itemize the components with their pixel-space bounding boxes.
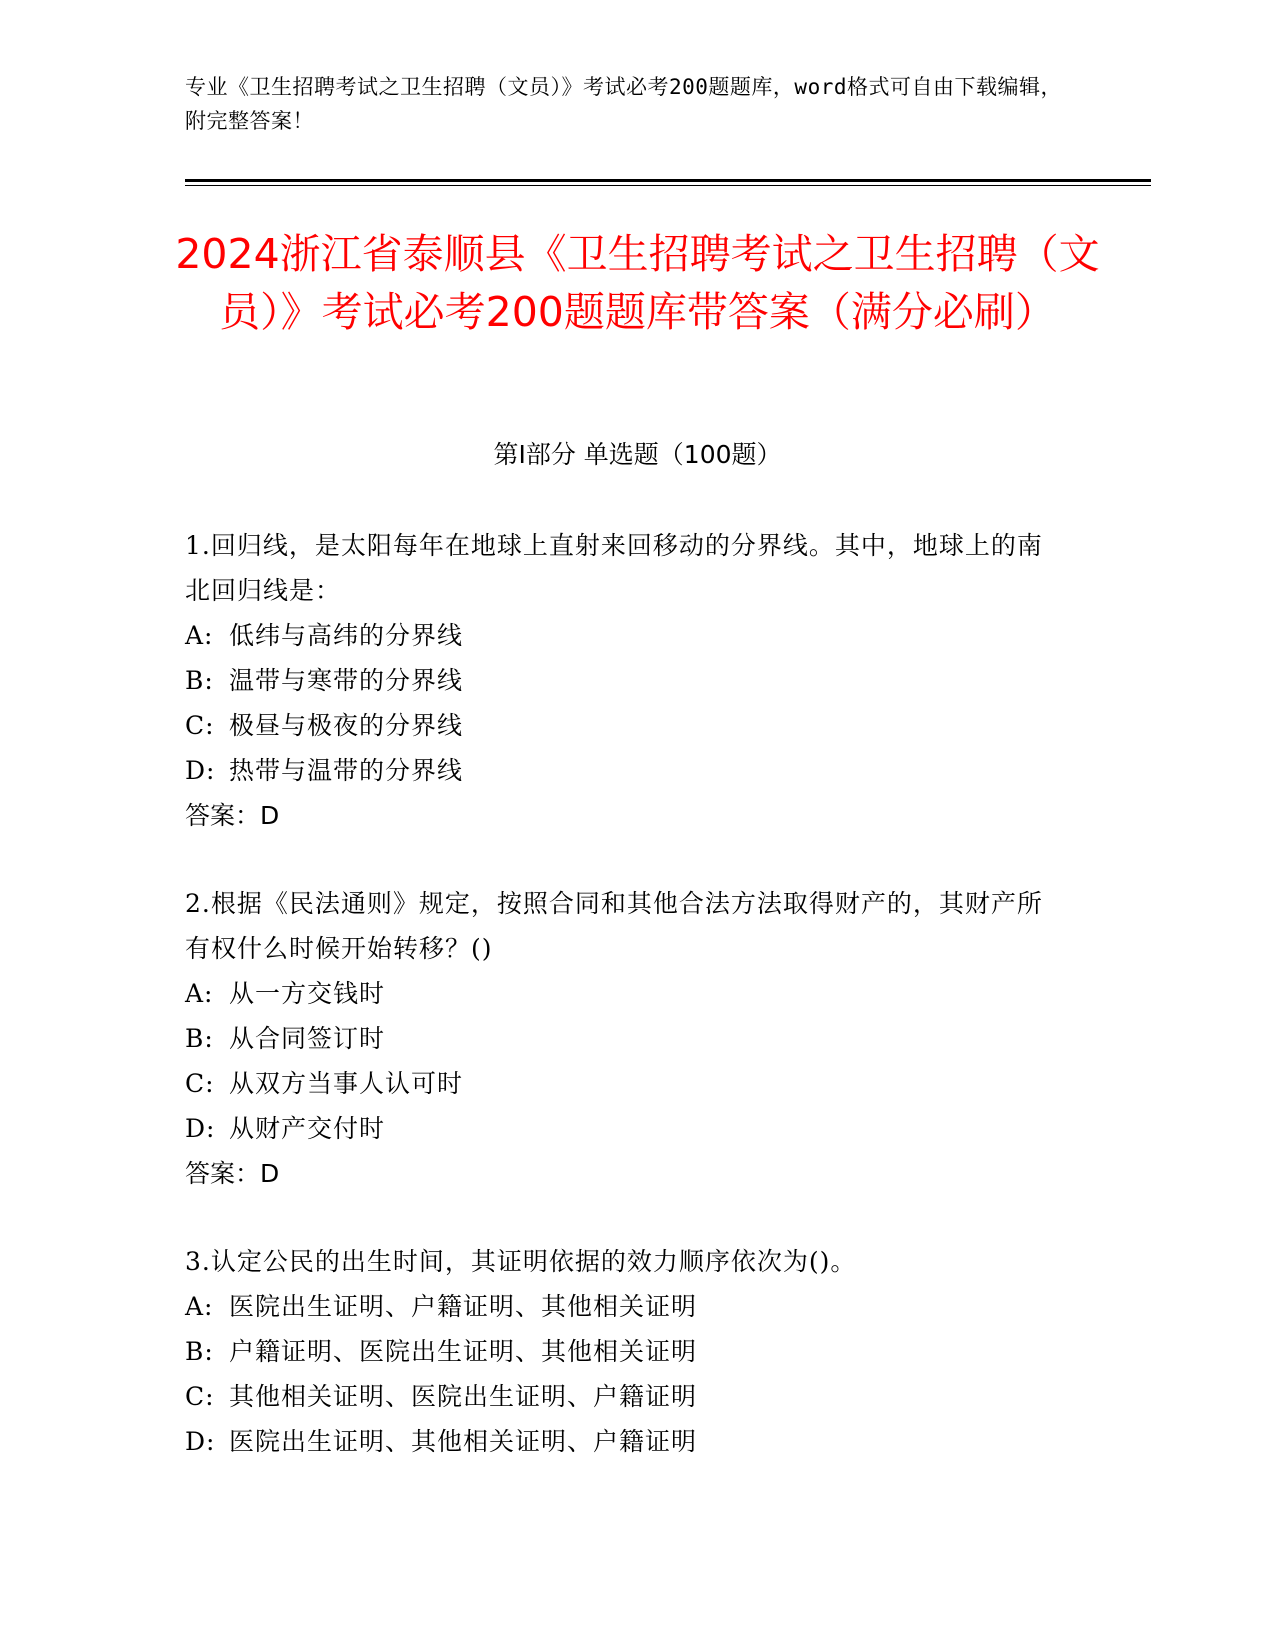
option-b [185, 658, 1065, 703]
option-text: 温带与寒带的分界线 [229, 666, 464, 695]
option-c [185, 1374, 1065, 1419]
option-key: D: [185, 1114, 216, 1143]
option-key: B: [185, 1337, 214, 1366]
option-key: A: [185, 979, 214, 1008]
question-2 [185, 881, 1065, 1196]
option-d [185, 748, 1065, 793]
option-key: D: [185, 1427, 216, 1456]
question-stem: 1.回归线，是太阳每年在地球上直射来回移动的分界线。其中，地球上的南北回归线是： [185, 531, 1043, 605]
option-b [185, 1016, 1065, 1061]
answer: 答案：D [185, 1159, 280, 1188]
option-a [185, 1284, 1065, 1329]
answer: 答案：D [185, 801, 280, 830]
option-text: 从双方当事人认可时 [229, 1069, 464, 1098]
option-b [185, 1329, 1065, 1374]
option-key: B: [185, 1024, 214, 1053]
option-key: A: [185, 621, 214, 650]
option-text: 极昼与极夜的分界线 [229, 711, 464, 740]
option-text: 热带与温带的分界线 [229, 756, 464, 785]
option-text: 从一方交钱时 [229, 979, 386, 1008]
option-key: C: [185, 1069, 215, 1098]
header-divider-thick [185, 179, 1151, 182]
header-note: 专业《卫生招聘考试之卫生招聘（文员）》考试必考200题题库，word格式可自由下载编辑，附完整答案！ [185, 75, 1062, 133]
question-stem: 3.认定公民的出生时间，其证明依据的效力顺序依次为()。 [185, 1247, 857, 1276]
option-key: C: [185, 1382, 215, 1411]
option-text: 户籍证明、医院出生证明、其他相关证明 [229, 1337, 698, 1366]
question-3 [185, 1239, 1065, 1464]
option-text: 其他相关证明、医院出生证明、户籍证明 [229, 1382, 698, 1411]
option-text: 医院出生证明、其他相关证明、户籍证明 [229, 1427, 698, 1456]
option-c [185, 1061, 1065, 1106]
option-key: C: [185, 711, 215, 740]
option-key: B: [185, 666, 214, 695]
option-a [185, 971, 1065, 1016]
option-text: 医院出生证明、户籍证明、其他相关证明 [229, 1292, 698, 1321]
option-a [185, 613, 1065, 658]
question-list [185, 523, 1065, 1507]
option-d [185, 1106, 1065, 1151]
section-heading: 第I部分 单选题（100题） [493, 440, 782, 469]
option-text: 从财产交付时 [229, 1114, 386, 1143]
document-title: 2024浙江省泰顺县《卫生招聘考试之卫生招聘（文员）》考试必考200题题库带答案（满分必刷） [175, 230, 1100, 336]
header-divider-thin [185, 185, 1151, 186]
question-1 [185, 523, 1065, 838]
option-c [185, 703, 1065, 748]
option-text: 低纬与高纬的分界线 [229, 621, 464, 650]
option-text: 从合同签订时 [229, 1024, 386, 1053]
option-key: D: [185, 756, 216, 785]
question-stem: 2.根据《民法通则》规定，按照合同和其他合法方法取得财产的，其财产所有权什么时候开始转移？() [185, 889, 1043, 963]
option-d [185, 1419, 1065, 1464]
option-key: A: [185, 1292, 214, 1321]
